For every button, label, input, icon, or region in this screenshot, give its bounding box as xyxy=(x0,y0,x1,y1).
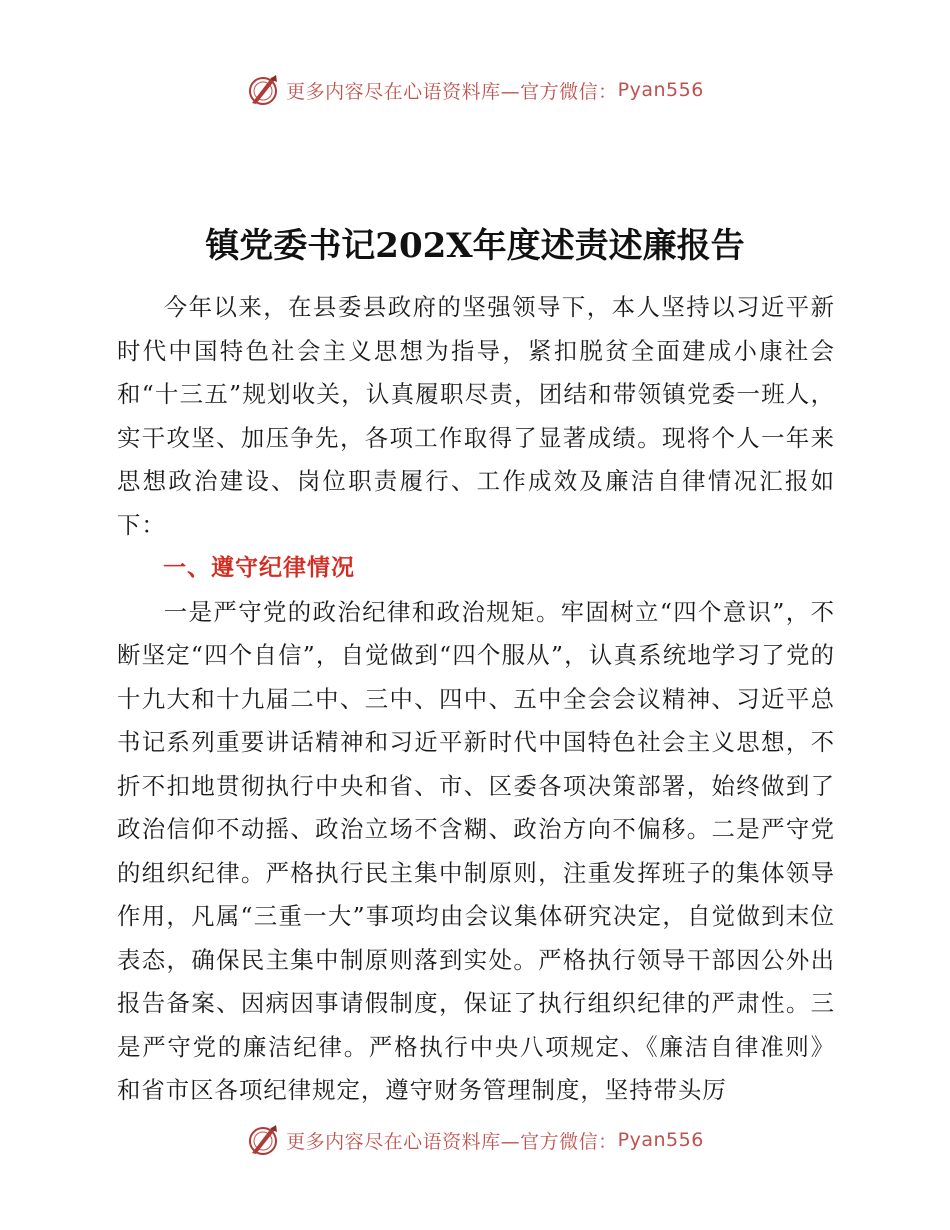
section-paragraph: 一是严守党的政治纪律和政治规矩。牢固树立“四个意识”，不断坚定“四个自信”，自觉做到“四个服从”，认真系统地学习了党的十九大和十九届二中、三中、四中、五中全会会议精神、习近平总书记系列重要讲话精神和习近平新时代中国特色社会主义思想，不折不扣地贯彻执行中央和省、市、区委各项决策部署，始终做到了政治信仰不动摇、政治立场不含糊、政治方向不偏移。二是严守党的组织纪律。严格执行民主集中制原则，注重发挥班子的集体领导作用，凡属“三重一大”事项均由会议集体研究决定，自觉做到末位表态，确保民主集中制原则落到实处。严格执行领导干部因公外出报告备案、因病因事请假制度，保证了执行组织纪律的严肃性。三是严守党的廉洁纪律。严格执行中央八项规定、《廉洁自律准则》和省市区各项纪律规定，遵守财务管理制度，坚持带头厉 xyxy=(117,597,835,1104)
watermark-text: 更多内容尽在心语资料库—官方微信： xyxy=(286,1130,618,1153)
wechat-id: Pyan556 xyxy=(617,79,704,101)
header-watermark xyxy=(0,70,950,110)
quill-pen-logo-icon xyxy=(246,1123,280,1157)
quill-pen-logo-icon xyxy=(246,73,280,107)
footer-watermark xyxy=(0,1120,950,1160)
intro-paragraph: 今年以来，在县委县政府的坚强领导下，本人坚持以习近平新时代中国特色社会主义思想为指导，紧扣脱贫全面建成小康社会和“十三五”规划收关，认真履职尽责，团结和带领镇党委一班人，实干攻坚、加压争先，各项工作取得了显著成绩。现将个人一年来思想政治建设、岗位职责履行、工作成效及廉洁自律情况汇报如下： xyxy=(117,293,835,539)
watermark-text: 更多内容尽在心语资料库—官方微信： xyxy=(286,80,618,103)
wechat-id: Pyan556 xyxy=(617,1129,704,1151)
document-body xyxy=(117,286,835,1113)
section-heading: 一、遵守纪律情况 xyxy=(163,555,355,581)
document-title: 镇党委书记202X年度述责述廉报告 xyxy=(205,226,745,266)
